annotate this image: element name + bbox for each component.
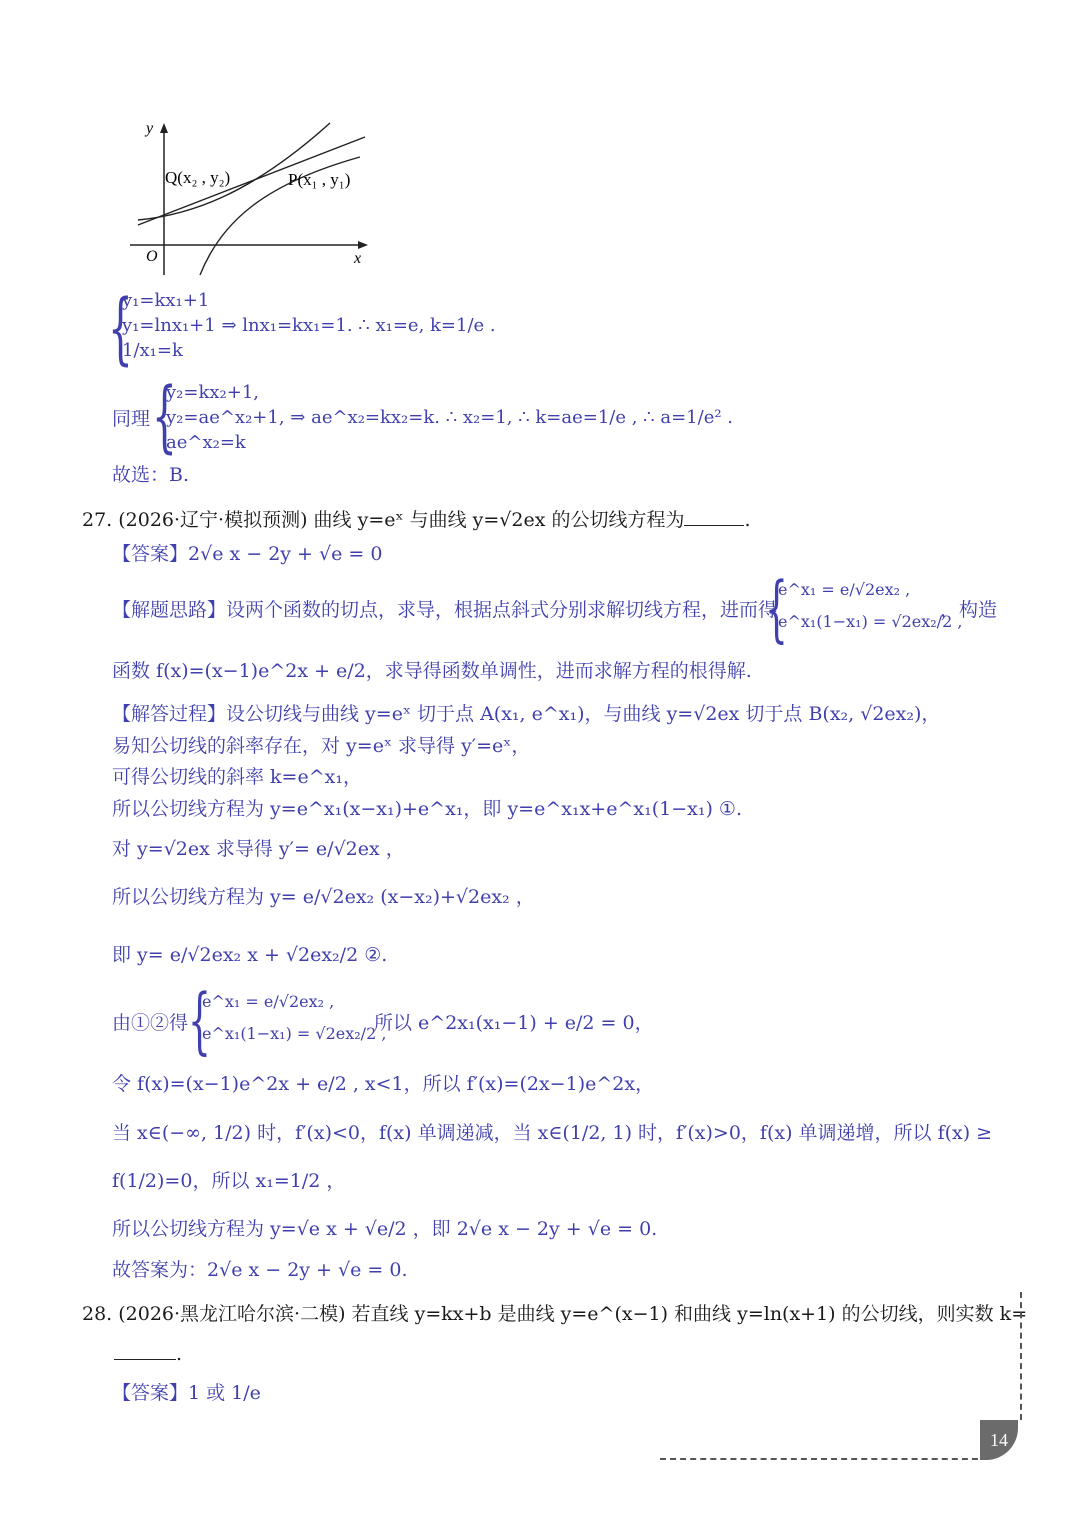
q27-p13: 故答案为：2√e x − 2y + √e = 0. — [112, 1259, 408, 1281]
q27-idea-system — [778, 574, 962, 638]
q27-p2: 易知公切线的斜率存在，对 y=eˣ 求导得 y′=eˣ， — [112, 735, 531, 757]
q27-idea-system-2: e^x₁(1−x₁) = √2ex₂/2 , — [778, 612, 963, 631]
origin-label: O — [146, 248, 158, 265]
q28-blank-line: . — [114, 1341, 182, 1367]
q27-stem: 27. (2026·辽宁·模拟预测) 曲线 y=eˣ 与曲线 y=√2ex 的公切线方程为 . — [82, 509, 751, 531]
q27-p1: 【解答过程】设公切线与曲线 y=eˣ 切于点 A(x₁, e^x₁)，与曲线 y=√2ex 切于点 B(x₂, √2ex₂)， — [112, 703, 941, 725]
system-1-line-3: 1/x₁=k — [122, 340, 183, 361]
q27-p7: 即 y= e/√2ex₂ x + √2ex₂/2 ②. — [112, 944, 388, 966]
q28-blank — [114, 1341, 176, 1360]
q27-idea-c: 函数 f(x)=(x−1)e^2x + e/2，求导得函数单调性，进而求解方程的根得解. — [112, 660, 752, 682]
system-2-line-3: ae^x₂=k — [166, 432, 246, 453]
q28-stem: 28. (2026·黑龙江哈尔滨·二模) 若直线 y=kx+b 是曲线 y=e^(x−1) 和曲线 y=ln(x+1) 的公切线，则实数 k= — [82, 1303, 1028, 1325]
q27-p10: 当 x∈(−∞, 1/2) 时，f′(x)<0，f(x) 单调递减，当 x∈(1/2, 1) 时，f′(x)>0，f(x) 单调递增，所以 f(x) ≥ — [112, 1122, 993, 1144]
q27-blank — [684, 507, 744, 526]
page-border-horizontal — [660, 1458, 988, 1460]
brace-4: { — [188, 978, 211, 1062]
system-1-line-2: y₁=lnx₁+1 ⇒ lnx₁=kx₁=1. ∴ x₁=e, k=1/e . — [122, 315, 496, 336]
axis-x-label: x — [354, 250, 362, 267]
q27-p6: 所以公切线方程为 y= e/√2ex₂ (x−x₂)+√2ex₂ ， — [112, 886, 535, 908]
q27-answer: 【答案】2√e x − 2y + √e = 0 — [112, 543, 383, 565]
point-p-label: P(x₁ , y₁) — [288, 170, 351, 189]
q27-p8-system — [202, 986, 386, 1050]
tongli-label: 同理 — [112, 408, 151, 430]
page-border-vertical — [1020, 1292, 1022, 1420]
system-2-line-2: y₂=ae^x₂+1, ⇒ ae^x₂=kx₂=k. ∴ x₂=1, ∴ k=ae=1/e , ∴ a=1/e² . — [166, 407, 733, 428]
q27-p9: 令 f(x)=(x−1)e^2x + e/2 , x<1，所以 f′(x)=(2x−1)e^2x， — [112, 1073, 655, 1095]
q27-p12: 所以公切线方程为 y=√e x + √e/2 ，即 2√e x − 2y + √e = 0. — [112, 1218, 658, 1240]
system-2-line-1: y₂=kx₂+1, — [166, 382, 259, 403]
brace-3: { — [765, 566, 788, 650]
answer-26: 故选：B. — [112, 464, 190, 486]
q27-stem-text: 27. (2026·辽宁·模拟预测) 曲线 y=eˣ 与曲线 y=√2ex 的公切线方程为 — [82, 509, 685, 531]
q27-p5: 对 y=√2ex 求导得 y′= e/√2ex ， — [112, 838, 405, 860]
q27-idea-a: 【解题思路】设两个函数的切点，求导，根据点斜式分别求解切线方程，进而得 — [112, 599, 778, 621]
tangent-figure — [120, 115, 380, 285]
axis-y-label: y — [146, 120, 154, 137]
q27-p4: 所以公切线方程为 y=e^x₁(x−x₁)+e^x₁，即 y=e^x₁x+e^x₁(1−x₁) ①. — [112, 798, 742, 820]
q27-p8a: 由①②得 — [112, 1012, 189, 1034]
q27-p8b: 所以 e^2x₁(x₁−1) + e/2 = 0， — [374, 1012, 654, 1034]
page-number: 14 — [980, 1420, 1018, 1460]
q27-idea-system-1: e^x₁ = e/√2ex₂ , — [778, 580, 911, 599]
system-1-line-1: y₁=kx₁+1 — [122, 290, 210, 311]
q27-p8-system-1: e^x₁ = e/√2ex₂ , — [202, 992, 335, 1011]
brace-2: { — [152, 372, 177, 462]
point-q-label: Q(x₂ , y₂) — [165, 168, 231, 187]
system-2 — [166, 380, 733, 455]
q27-p3: 可得公切线的斜率 k=e^x₁， — [112, 766, 362, 788]
q27-p8-system-2: e^x₁(1−x₁) = √2ex₂/2 , — [202, 1024, 387, 1043]
brace-1: { — [108, 284, 133, 374]
system-1 — [122, 288, 496, 363]
q28-answer: 【答案】1 或 1/e — [112, 1382, 261, 1404]
q27-idea-b: ，构造 — [940, 599, 998, 621]
q27-p11: f(1/2)=0，所以 x₁=1/2 ， — [112, 1170, 346, 1192]
